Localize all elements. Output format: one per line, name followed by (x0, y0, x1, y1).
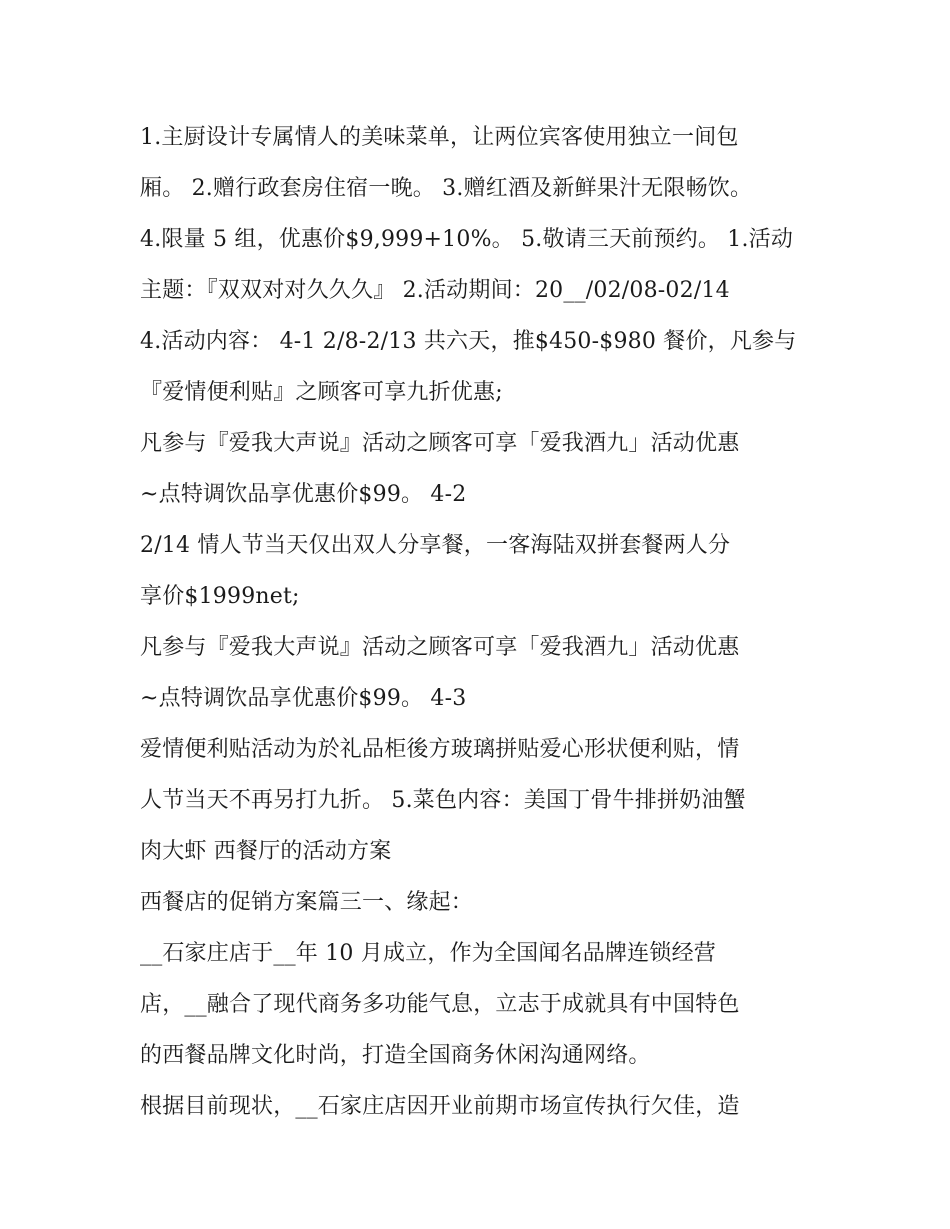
text-line: 享价$1999net; (140, 584, 300, 609)
text-line: 凡参与『爱我大声说』活动之顾客可享「爱我酒九」活动优惠 (140, 635, 740, 660)
text-line: ~点特调饮品享优惠价$99。 4-3 (140, 686, 467, 711)
text-line: 爱情便利贴活动为於礼品柜後方玻璃拼贴爱心形状便利贴，情 (140, 737, 740, 762)
text-line: 店，__融合了现代商务多功能气息，立志于成就具有中国特色 (140, 992, 740, 1017)
text-line: 根据目前现状，__石家庄店因开业前期市场宣传执行欠佳，造 (140, 1094, 740, 1119)
text-line: 凡参与『爱我大声说』活动之顾客可享「爱我酒九」活动优惠 (140, 431, 740, 456)
text-line: 肉大虾 西餐厅的活动方案 (140, 839, 392, 864)
text-line: 『爱情便利贴』之顾客可享九折优惠; (140, 380, 503, 405)
text-line: 4.限量 5 组，优惠价$9,999+10%。 5.敬请三天前预约。 1.活动 (140, 227, 794, 252)
text-line: 人节当天不再另打九折。 5.菜色内容：美国丁骨牛排拼奶油蟹 (140, 788, 746, 813)
text-line: 主题：『双双对对久久久』 2.活动期间：20__/02/08-02/14 (140, 278, 730, 303)
text-line: __石家庄店于__年 10 月成立，作为全国闻名品牌连锁经营 (140, 941, 716, 966)
text-line: 西餐店的促销方案篇三一、缘起： (140, 890, 474, 915)
text-line: 厢。 2.赠行政套房住宿一晚。 3.赠红酒及新鲜果汁无限畅饮。 (140, 176, 753, 201)
text-line: 2/14 情人节当天仅出双人分享餐，一客海陆双拼套餐两人分 (140, 533, 731, 558)
text-line: ~点特调饮品享优惠价$99。 4-2 (140, 482, 467, 507)
text-line: 的西餐品牌文化时尚，打造全国商务休闲沟通网络。 (140, 1043, 651, 1068)
document-body (140, 112, 830, 1132)
text-line: 4.活动内容： 4-1 2/8-2/13 共六天，推$450-$980 餐价，凡参与 (140, 329, 797, 354)
text-line: 1.主厨设计专属情人的美味菜单，让两位宾客使用独立一间包 (140, 125, 739, 150)
